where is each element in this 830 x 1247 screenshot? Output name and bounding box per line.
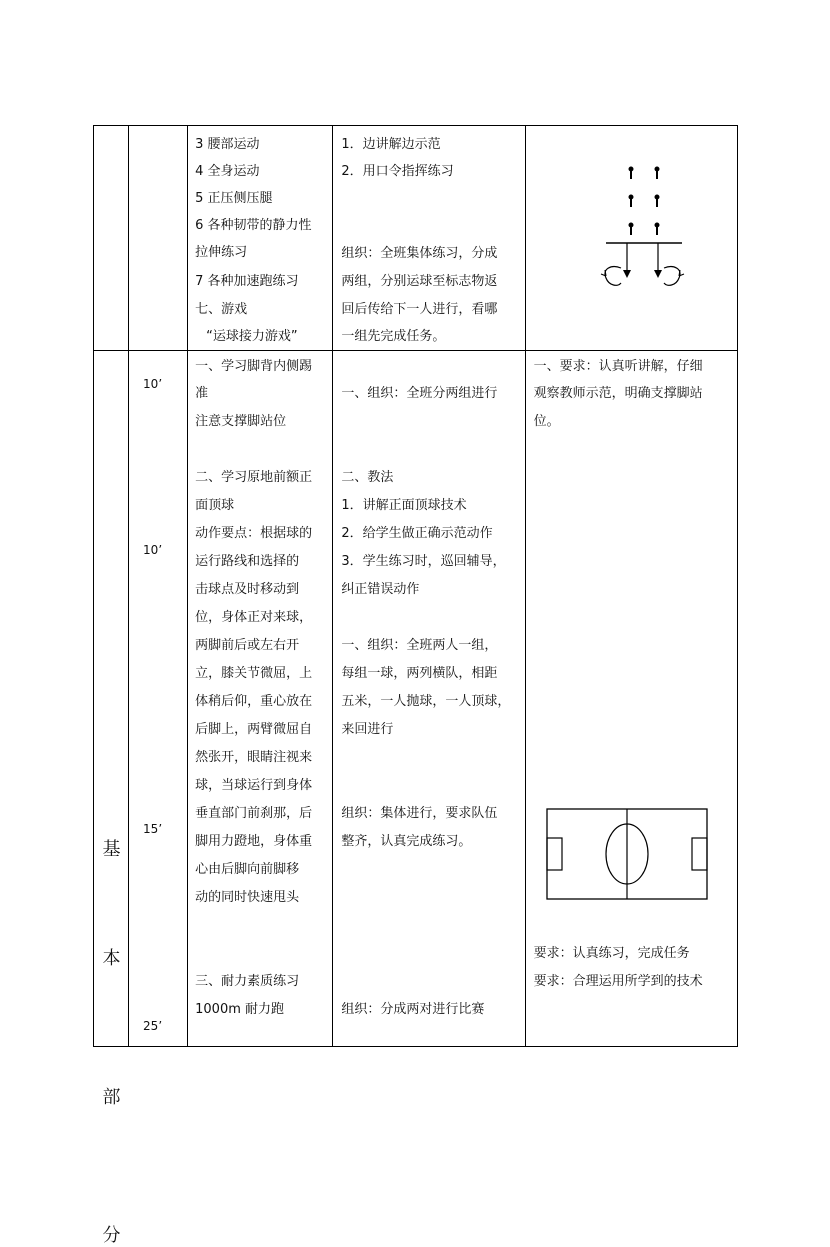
content-line: 7 各种加速跑练习	[195, 274, 299, 289]
method-line: 组织：全班集体练习，分成	[341, 246, 498, 261]
content-line: 运行路线和选择的	[195, 554, 300, 569]
content-cell	[188, 126, 333, 351]
content-line: 4 全身运动	[195, 164, 260, 179]
duration-label: 10’	[143, 377, 163, 391]
method-line: 纠正错误动作	[341, 582, 420, 597]
main-part-row	[94, 351, 738, 1047]
content-line: 动作要点：根据球的	[195, 526, 313, 541]
method-line: 两组，分别运球至标志物返	[341, 274, 498, 289]
student-figure	[629, 195, 633, 207]
method-line: 1．讲解正面顶球技术	[341, 498, 467, 513]
duration-label: 10’	[143, 543, 163, 557]
section-label-char: 本	[102, 948, 121, 969]
content-line: 脚用力蹬地，身体重	[195, 834, 313, 849]
content-line: 1000m 耐力跑	[195, 1002, 285, 1017]
method-line: 2．用口令指挥练习	[341, 164, 454, 179]
content-line: 面顶球	[195, 498, 235, 513]
content-line: 一、学习脚背内侧踢	[195, 359, 313, 374]
method-line: 二、教法	[341, 470, 394, 485]
content-line: 5 正压侧压腿	[195, 191, 273, 206]
content-line: 拉伸练习	[195, 245, 248, 260]
method-line: 一、组织：全班两人一组，	[341, 638, 498, 653]
content-line: 三、耐力素质练习	[195, 974, 300, 989]
duration-label: 15’	[143, 822, 163, 836]
lesson-plan-table	[93, 125, 738, 1246]
content-line: 准	[195, 386, 209, 401]
content-cell	[188, 351, 333, 1047]
section-label-char: 基	[102, 839, 121, 860]
content-line: 七、游戏	[195, 302, 248, 317]
content-line: 位，身体正对来球，	[195, 610, 313, 625]
method-line: 1．边讲解边示范	[341, 137, 441, 152]
soccer-field-diagram	[526, 806, 738, 906]
return-curve-arrow	[664, 267, 680, 286]
content-line: 注意支撑脚站位	[195, 414, 287, 429]
student-figure	[629, 223, 633, 235]
method-line: 2．给学生做正确示范动作	[341, 526, 493, 541]
content-line: 体稍后仰，重心放在	[195, 694, 313, 709]
section-label-char: 分	[102, 1225, 121, 1246]
content-line: “运球接力游戏”	[206, 329, 298, 344]
content-line: 球，当球运行到身体	[195, 778, 313, 793]
content-line: 两脚前后或左右开	[195, 638, 300, 653]
method-line: 一、组织：全班分两组进行	[341, 386, 498, 401]
method-cell	[333, 351, 525, 1047]
arrow-down	[654, 270, 662, 278]
arrow-down	[623, 270, 631, 278]
left-penalty-box	[547, 838, 562, 870]
method-line: 整齐，认真完成练习。	[341, 834, 472, 849]
formation-diagram	[526, 126, 738, 350]
requirement-line: 观察教师示范，明确支撑脚站	[533, 386, 703, 401]
section-label-char: 部	[102, 1087, 121, 1108]
content-line: 动的同时快速甩头	[195, 890, 300, 905]
requirement-line: 要求：认真练习，完成任务	[533, 946, 690, 961]
section-cell	[94, 351, 129, 1246]
student-figure	[655, 195, 659, 207]
content-line: 然张开，眼睛注视来	[195, 750, 313, 765]
content-line: 心由后脚向前脚移	[195, 862, 300, 877]
method-line: 五米，一人抛球，一人顶球，	[341, 694, 511, 709]
method-cell	[333, 126, 525, 351]
requirement-line: 位。	[533, 414, 560, 429]
method-line: 回后传给下一人进行，看哪	[341, 302, 498, 317]
requirement-line: 要求：合理运用所学到的技术	[533, 974, 703, 989]
method-line: 一组先完成任务。	[341, 329, 446, 344]
method-line: 组织：分成两对进行比赛	[341, 1002, 485, 1017]
student-figure	[655, 167, 659, 179]
content-line: 后脚上，两臂微屈自	[195, 722, 313, 737]
content-line: 垂直部门前刹那，后	[195, 806, 313, 821]
student-figure	[629, 167, 633, 179]
student-figure	[655, 223, 659, 235]
right-penalty-box	[692, 838, 707, 870]
content-line: 6 各种韧带的静力性	[195, 218, 312, 233]
method-line: 每组一球，两列横队，相距	[341, 666, 498, 681]
time-cell	[129, 126, 188, 351]
duration-label: 25’	[143, 1019, 163, 1033]
content-line: 立，膝关节微屈，上	[195, 666, 313, 681]
requirement-line: 一、要求：认真听讲解，仔细	[533, 359, 703, 374]
method-line: 3．学生练习时，巡回辅导，	[341, 554, 506, 569]
return-curve-arrow	[605, 267, 621, 286]
section-cell	[94, 126, 129, 351]
requirement-cell	[525, 126, 737, 351]
time-cell	[129, 351, 188, 1047]
content-line: 3 腰部运动	[195, 137, 260, 152]
content-line: 击球点及时移动到	[195, 582, 300, 597]
content-line: 二、学习原地前额正	[195, 470, 313, 485]
requirement-cell	[525, 351, 737, 1047]
warmup-row	[94, 126, 738, 351]
method-line: 来回进行	[341, 722, 394, 737]
method-line: 组织：集体进行，要求队伍	[341, 806, 498, 821]
